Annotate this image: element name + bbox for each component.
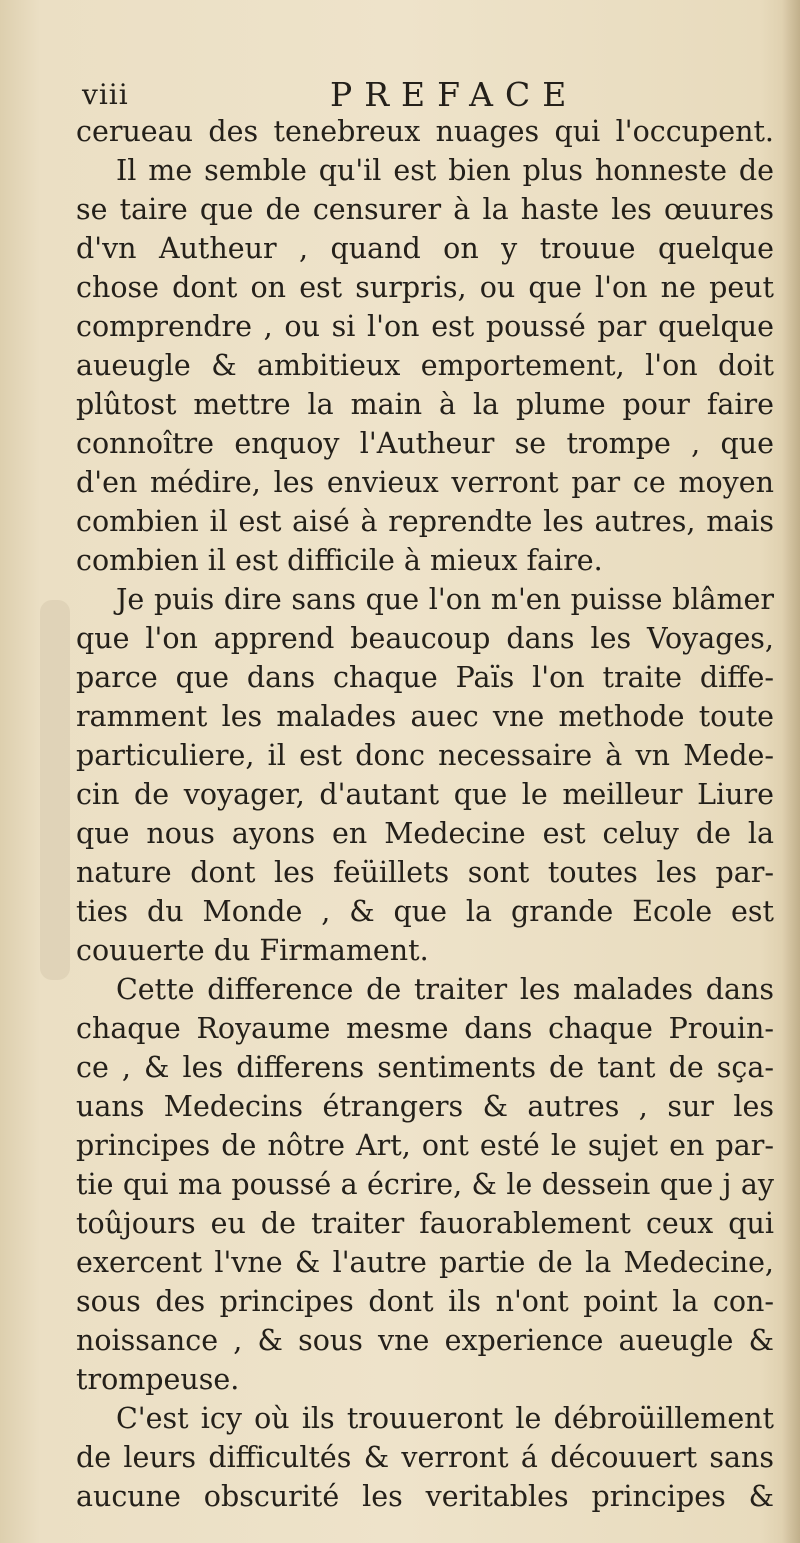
text-line: Il me semble qu'il est bien plus honneste de (116, 154, 774, 187)
text-line: uans Medecins étrangers & autres , sur les (76, 1090, 774, 1123)
running-head: PREFACE (330, 75, 579, 114)
text-line: aucune obscurité les veritables principes & (76, 1480, 774, 1513)
text-line: que nous ayons en Medecine est celuy de la (76, 817, 774, 850)
text-line: chose dont on est surpris, ou que l'on ne peut (76, 271, 774, 304)
text-line: ce , & les differens sentiments de tant de sça- (76, 1051, 774, 1084)
text-line: aueugle & ambitieux emportement, l'on doit (76, 349, 774, 382)
text-line: Cette difference de traiter les malades dans (116, 973, 774, 1006)
text-line: noissance , & sous vne experience aueugle & (76, 1324, 774, 1357)
text-line: particuliere, il est donc necessaire à vn Mede- (76, 739, 774, 772)
text-line: trompeuse. (76, 1363, 240, 1396)
text-line: combien il est aisé à reprendte les autres, mais (76, 505, 774, 538)
text-line: parce que dans chaque Païs l'on traite diffe- (76, 661, 774, 694)
page-edge-shadow (782, 0, 800, 1543)
page-number: viii (82, 78, 129, 111)
text-line: Je puis dire sans que l'on m'en puisse blâmer (116, 583, 774, 616)
text-line: d'en médire, les envieux verront par ce moyen (76, 466, 774, 499)
text-line: chaque Royaume mesme dans chaque Prouin- (76, 1012, 774, 1045)
body-text (58, 112, 774, 1516)
text-line: combien il est difficile à mieux faire. (76, 544, 603, 577)
text-line: cin de voyager, d'autant que le meilleur Liure (76, 778, 774, 811)
text-line: tie qui ma poussé a écrire, & le dessein que j ay (76, 1168, 774, 1201)
text-line: ramment les malades auec vne methode toute (76, 700, 774, 733)
text-line: toûjours eu de traiter fauorablement ceux qui (76, 1207, 774, 1240)
text-line: se taire que de censurer à la haste les œuures (76, 193, 774, 226)
text-line: cerueau des tenebreux nuages qui l'occupent. (76, 115, 774, 148)
text-line: ties du Monde , & que la grande Ecole est (76, 895, 774, 928)
text-line: C'est icy où ils trouueront le débroüillement (116, 1402, 774, 1435)
text-line: sous des principes dont ils n'ont point la con- (76, 1285, 774, 1318)
text-line: comprendre , ou si l'on est poussé par quelque (76, 310, 774, 343)
text-line: que l'on apprend beaucoup dans les Voyages, (76, 622, 774, 655)
text-line: connoître enquoy l'Autheur se trompe , que (76, 427, 774, 460)
text-line: principes de nôtre Art, ont esté le sujet en par- (76, 1129, 774, 1162)
text-line: exercent l'vne & l'autre partie de la Medecine, (76, 1246, 774, 1279)
text-line: couuerte du Firmament. (76, 934, 429, 967)
text-line: d'vn Autheur , quand on y trouue quelque (76, 232, 774, 265)
text-line: plûtost mettre la main à la plume pour faire (76, 388, 774, 421)
text-line: nature dont les feüillets sont toutes les par- (76, 856, 774, 889)
text-line: de leurs difficultés & verront á découuert sans (76, 1441, 774, 1474)
